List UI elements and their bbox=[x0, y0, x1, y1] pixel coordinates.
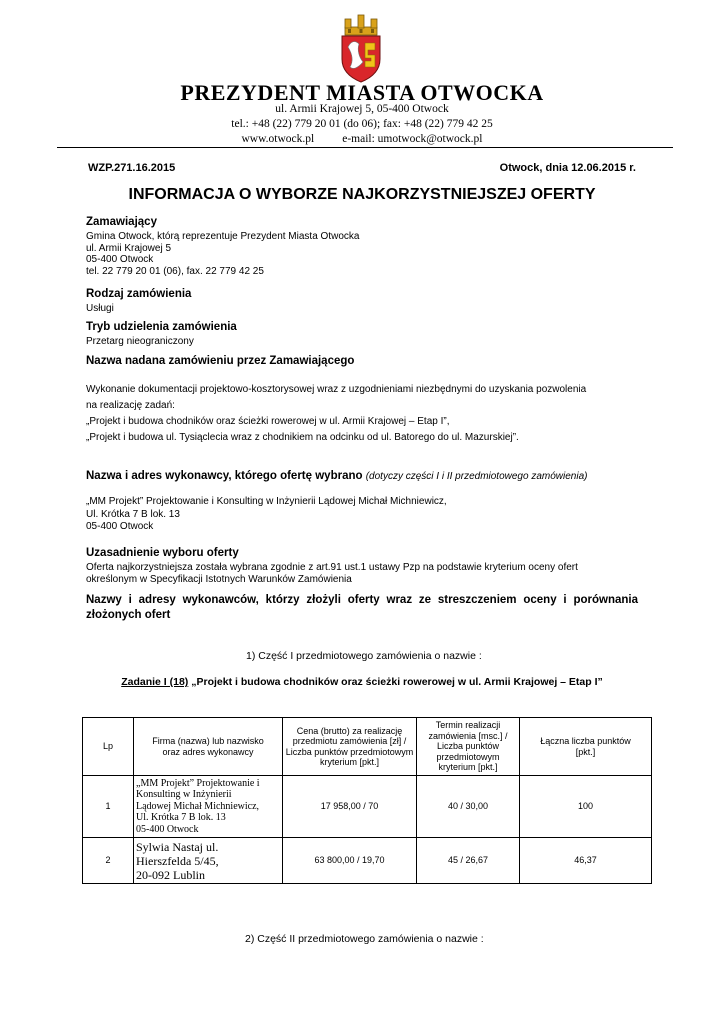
order-name-line: Wykonanie dokumentacji projektowo-kosztorysowej wraz z uzgodnieniami niezbędnymi do uzyskania pozwolenia bbox=[86, 384, 587, 395]
firm-line: Lądowej Michał Michniewicz, bbox=[136, 800, 260, 812]
justification-heading: Uzasadnienie wyboru oferty bbox=[86, 547, 239, 559]
order-name-line: „Projekt i budowa chodników oraz ścieżki rowerowej w ul. Armii Krajowej – Etap I”, bbox=[86, 416, 450, 427]
firm-line: Hierszfelda 5/45, bbox=[136, 853, 219, 868]
cell-term: 45 / 26,67 bbox=[417, 838, 520, 884]
office-title: PREZYDENT MIASTA OTWOCKA bbox=[180, 80, 544, 105]
table-row bbox=[83, 776, 652, 838]
winner-line: 05-400 Otwock bbox=[86, 521, 154, 532]
procedure-value: Przetarg nieograniczony bbox=[86, 336, 194, 347]
winner-heading-text: Nazwa i adres wykonawcy, którego ofertę wybrano bbox=[86, 470, 363, 482]
winner-heading bbox=[86, 470, 587, 482]
contracting-line: 05-400 Otwock bbox=[86, 254, 154, 265]
firm-line: Sylwia Nastaj ul. bbox=[136, 839, 219, 854]
contracting-line: tel. 22 779 20 01 (06), fax. 22 779 42 25 bbox=[86, 265, 264, 277]
document-title: INFORMACJA O WYBORZE NAJKORZYSTNIEJSZEJ OFERTY bbox=[128, 186, 596, 203]
cell-lp: 2 bbox=[83, 838, 134, 884]
contracting-line: Gmina Otwock, którą reprezentuje Prezydent Miasta Otwocka bbox=[86, 231, 360, 242]
header-firm: Firma (nazwa) lub nazwisko oraz adres wykonawcy bbox=[134, 718, 283, 776]
document-date: Otwock, dnia 12.06.2015 r. bbox=[499, 162, 636, 174]
table-row bbox=[83, 838, 652, 884]
email-link[interactable]: e-mail: umotwock@otwock.pl bbox=[342, 133, 483, 145]
header-term: Termin realizacji zamówienia [msc.] / Liczba punktów przedmiotowym kryterium [pkt.] bbox=[417, 718, 520, 776]
task1-name: „Projekt i budowa chodników oraz ścieżki rowerowej w ul. Armii Krajowej – Etap I” bbox=[191, 676, 603, 688]
cell-total: 46,37 bbox=[520, 838, 652, 884]
firm-line: Konsulting w Inżynierii bbox=[136, 789, 232, 801]
contracting-line: ul. Armii Krajowej 5 bbox=[86, 242, 172, 254]
winner-line: Ul. Krótka 7 B lok. 13 bbox=[86, 508, 180, 520]
order-name-heading: Nazwa nadana zamówieniu przez Zamawiającego bbox=[86, 355, 355, 367]
winner-line: „MM Projekt” Projektowanie i Konsulting w Inżynierii Lądowej Michał Michniewicz, bbox=[86, 496, 447, 507]
winner-heading-note: (dotyczy części I i II przedmiotowego zamówienia) bbox=[365, 471, 588, 482]
office-web-email bbox=[0, 133, 724, 145]
contracting-details bbox=[86, 231, 359, 277]
justification-line: określonym w Specyfikacji Istotnych Warunków Zamówienia bbox=[86, 573, 352, 585]
justification-line: Oferta najkorzystniejsza została wybrana zgodnie z art.91 ust.1 ustawy Pzp na podstawie kryterium oceny ofert bbox=[86, 562, 578, 573]
firm-line: 20-092 Lublin bbox=[136, 867, 205, 882]
cell-firm bbox=[134, 838, 283, 884]
cell-firm bbox=[134, 776, 283, 838]
procedure-heading: Tryb udzielenia zamówienia bbox=[86, 321, 237, 333]
cell-lp: 1 bbox=[83, 776, 134, 838]
task1-title bbox=[0, 676, 724, 688]
header-lp: Lp bbox=[83, 718, 134, 776]
part2-label: 2) Część II przedmiotowego zamówienia o nazwie : bbox=[245, 933, 484, 945]
offers-table bbox=[82, 717, 652, 884]
part1-label: 1) Część I przedmiotowego zamówienia o nazwie : bbox=[246, 650, 482, 662]
reference-number: WZP.271.16.2015 bbox=[88, 162, 176, 174]
office-phone-fax: tel.: +48 (22) 779 20 01 (do 06); fax: +48 (22) 779 42 25 bbox=[231, 118, 493, 130]
cell-term: 40 / 30,00 bbox=[417, 776, 520, 838]
website-link[interactable]: www.otwock.pl bbox=[241, 133, 315, 145]
order-type-value: Usługi bbox=[86, 303, 114, 314]
header-total: Łączna liczba punktów [pkt.] bbox=[520, 718, 652, 776]
city-coat-of-arms-icon bbox=[339, 13, 383, 83]
firm-line: Ul. Krótka 7 B lok. 13 bbox=[136, 812, 226, 824]
bidders-heading: Nazwy i adresy wykonawców, którzy złożyli oferty wraz ze streszczeniem oceny i porównania złożonych ofert bbox=[86, 594, 638, 621]
cell-price: 63 800,00 / 19,70 bbox=[283, 838, 417, 884]
order-name-description bbox=[86, 382, 586, 446]
header-divider bbox=[57, 147, 673, 148]
winner-details bbox=[86, 496, 447, 534]
header-price: Cena (brutto) za realizację przedmiotu zamówienia [zł] / Liczba punktów przedmiotowym kryterium [pkt.] bbox=[283, 718, 417, 776]
order-name-line: na realizację zadań: bbox=[86, 400, 175, 411]
justification-text bbox=[86, 562, 578, 585]
office-address: ul. Armii Krajowej 5, 05-400 Otwock bbox=[275, 103, 449, 115]
contracting-heading: Zamawiający bbox=[86, 216, 157, 228]
letter-s-icon bbox=[365, 43, 375, 67]
cell-price: 17 958,00 / 70 bbox=[283, 776, 417, 838]
table-header-row bbox=[83, 718, 652, 776]
order-name-line: „Projekt i budowa ul. Tysiąclecia wraz z chodnikiem na odcinku od ul. Batorego do ul. Mazurskiej”. bbox=[86, 432, 519, 443]
task1-prefix: Zadanie I (18) bbox=[121, 676, 189, 688]
firm-line: „MM Projekt” Projektowanie i bbox=[136, 777, 260, 789]
firm-line: 05-400 Otwock bbox=[136, 823, 199, 835]
cell-total: 100 bbox=[520, 776, 652, 838]
crown-icon bbox=[345, 15, 377, 35]
order-type-heading: Rodzaj zamówienia bbox=[86, 288, 192, 300]
